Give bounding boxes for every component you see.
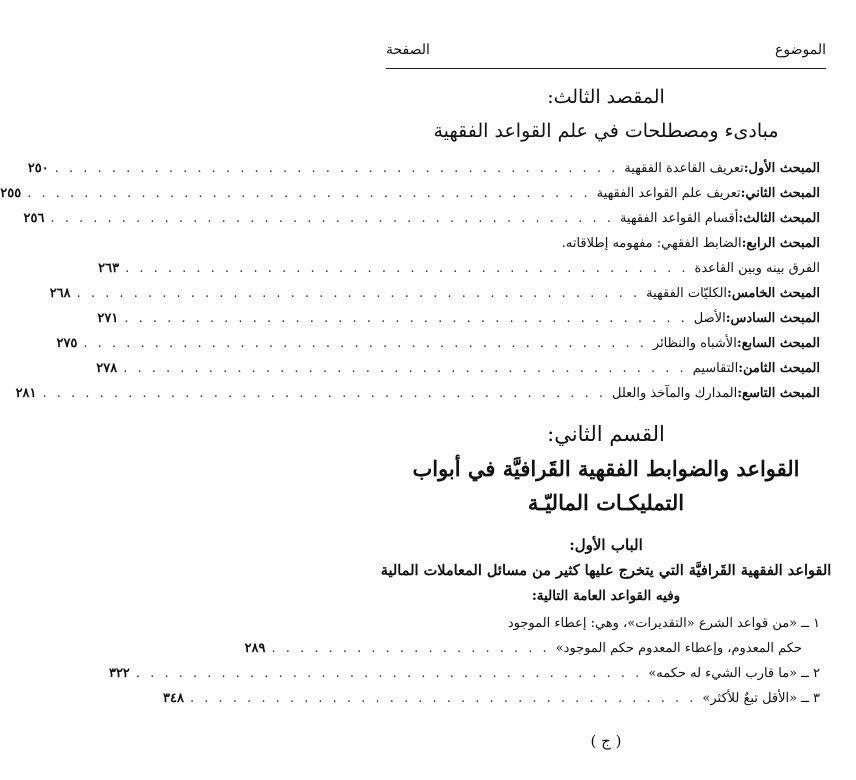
toc-leader-dots: . . . . . . . . . . . . . . . . . . . . . . . . . . . . . . . . . . . . . . . . <box>50 211 614 226</box>
page-column-label: الصفحة <box>386 42 430 58</box>
toc-leader-dots: . . . . . . . . . . . . . . . . . . . . . . . . . . . . . . . . . . . . . . . . <box>123 361 687 376</box>
toc-entry-text: أقسام القواعد الفقهية <box>619 211 739 226</box>
toc-entry-text: الأشباه والنظائر <box>652 336 737 351</box>
toc-entry-label: المبحث السابع: <box>736 336 820 351</box>
rule-text: ٣ ــ «الأقل تبعٌ للأكثر» <box>702 691 820 706</box>
toc-page-number: ٢٧١ <box>97 311 119 326</box>
page-header <box>386 36 826 64</box>
toc-leader-dots: . . . . . . . . . . . . . . . . . . . . . . . . . . . . . . . . . . . . . . . . <box>83 336 647 351</box>
toc-entry-label: المبحث الثالث: <box>738 211 820 226</box>
toc-page-number: ٢٥٦ <box>23 211 45 226</box>
toc-entry-text: المدارك والمآخذ والعلل <box>611 386 738 401</box>
footer-page-number: ( ج ) <box>590 732 622 750</box>
toc-entry-text: تعريف علم القواعد الفقهية <box>596 186 741 201</box>
toc-entry-label: المبحث الخامس: <box>727 286 820 301</box>
rule-row[interactable] <box>392 616 820 638</box>
chapter-title: القواعد الفقهية القَرافيَّة التي يتخرج عليها كثير من مسائل المعاملات المالية <box>380 562 832 579</box>
toc-leader-dots: . . . . . . . . . . . . . . . . . . . . . . . . . . . . . . . . . . . . <box>135 666 643 681</box>
toc-row[interactable] <box>15 386 820 408</box>
toc-entry-text: الضابط الفقهي: مفهومه إطلاقاته. <box>561 236 742 251</box>
section-subheading: مبادىء ومصطلحات في علم القواعد الفقهية <box>433 120 779 142</box>
rule-page-number: ٢٨٩ <box>244 641 266 656</box>
toc-leader-dots: . . . . . . . . . . . . . . . . . . . . . . . . . . . . . . . . . . . . <box>190 691 697 706</box>
toc-page-number: ٢٦٨ <box>49 286 71 301</box>
toc-page-number: ٢٧٨ <box>96 361 118 376</box>
rule-text: ٢ ــ «ما قارب الشيء له حكمه» <box>648 666 820 681</box>
toc-row[interactable] <box>56 336 820 358</box>
toc-entry-label: المبحث الثامن: <box>738 361 820 376</box>
toc-leader-dots: . . . . . . . . . . . . . . . . . . . . . . . . . . . . . . . . . . . . . . . . <box>42 386 606 401</box>
toc-entry-label: المبحث الرابع: <box>741 236 820 251</box>
toc-entry-label: المبحث الثاني: <box>740 186 820 201</box>
part-title-line-2: التمليكـات الماليّـة <box>527 490 685 515</box>
rule-row[interactable] <box>108 666 820 688</box>
toc-leader-dots: . . . . . . . . . . . . . . . . . . . . . . . . . . . . . . . . . . . . . . . . <box>54 161 619 176</box>
chapter-heading: الباب الأول: <box>569 536 643 554</box>
chapter-subheading: وفيه القواعد العامة التالية: <box>531 588 681 604</box>
toc-entry-label: المبحث السادس: <box>725 311 820 326</box>
toc-entry-text: التقاسيم <box>692 361 739 376</box>
toc-entry-text: الأصل <box>693 311 726 326</box>
toc-entry-label: المبحث الأول: <box>743 161 820 176</box>
section-heading: المقصد الثالث: <box>547 86 665 108</box>
toc-entry-text: الكليّات الفقهية <box>646 286 728 301</box>
toc-row[interactable] <box>0 186 820 208</box>
part-title-line-1: القواعد والضوابط الفقهية القَرافيَّة في أبواب <box>412 456 800 481</box>
part-heading: القسم الثاني: <box>547 422 665 446</box>
rule-page-number: ٣٤٨ <box>163 691 184 706</box>
toc-row[interactable] <box>27 161 820 183</box>
rule-page-number: ٣٢٢ <box>108 666 130 681</box>
toc-row[interactable] <box>98 261 820 283</box>
toc-entry-text: تعريف القاعدة الفقهية <box>624 161 744 176</box>
rule-row[interactable] <box>244 641 820 663</box>
header-divider <box>386 68 826 69</box>
toc-page-number: ٢٥٠ <box>27 161 49 176</box>
toc-leader-dots: . . . . . . . . . . . . . . . . . . . . . . . . . . . . . . . . . . . . . . . . <box>76 286 641 301</box>
toc-row[interactable] <box>392 236 820 258</box>
toc-row[interactable] <box>97 311 820 333</box>
toc-page-number: ٢٥٥ <box>0 186 22 201</box>
toc-leader-dots: . . . . . . . . . . . . . . . . . . . . . . . . . . . . . . . . . . . . . . . . <box>124 311 688 326</box>
toc-page-number: ٢٦٣ <box>98 261 120 276</box>
toc-row[interactable] <box>96 361 820 383</box>
topic-column-label: الموضوع <box>775 42 826 58</box>
toc-entry-label: المبحث التاسع: <box>737 386 820 401</box>
toc-leader-dots: . . . . . . . . . . . . . . . . . . . . . . . . . . . . . . . . . . . . . . . . <box>125 261 689 276</box>
rule-row[interactable] <box>163 691 820 713</box>
toc-leader-dots: . . . . . . . . . . . . . . . . . . . . <box>271 641 550 656</box>
rule-text: حكم المعدوم، وإعطاء المعدوم حكم الموجود» <box>555 641 802 656</box>
toc-entry-text: الفرق بينه وبين القاعدة <box>694 261 820 276</box>
toc-page-number: ٢٧٥ <box>56 336 78 351</box>
toc-page-number: ٢٨١ <box>15 386 37 401</box>
rule-text: ١ ــ «من قواعد الشرع «التقديرات»، وهي: إعطاء الموجود <box>507 616 820 631</box>
toc-leader-dots: . . . . . . . . . . . . . . . . . . . . . . . . . . . . . . . . . . . . . . . . <box>27 186 591 201</box>
toc-row[interactable] <box>49 286 820 308</box>
toc-row[interactable] <box>23 211 820 233</box>
